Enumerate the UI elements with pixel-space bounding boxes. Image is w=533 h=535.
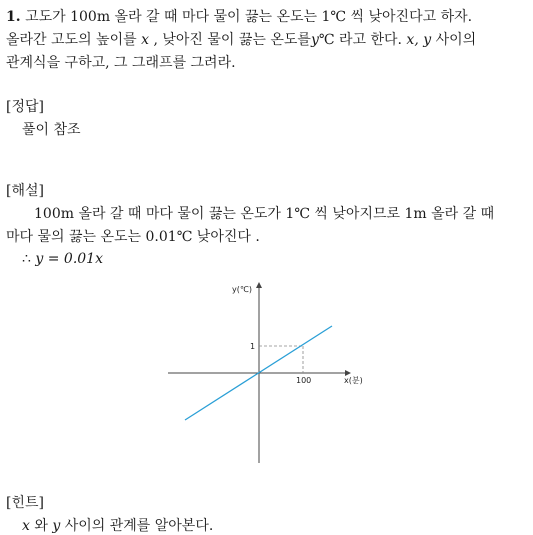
answer-header: [정답] <box>6 99 44 115</box>
y-axis-label: y(℃) <box>232 285 252 294</box>
x-tick-label: 100 <box>296 376 312 385</box>
hint-header: [힌트] <box>6 495 44 511</box>
answer-text: 풀이 참조 <box>22 122 81 138</box>
solution-formula: ∴ y = 0.01x <box>22 251 103 267</box>
problem-text-1: 고도가 100m 올라 갈 때 마다 물이 끓는 온도는 1℃ 씩 낮아진다고 하자. <box>25 9 473 25</box>
hint-text: x 와 y 사이의 관계를 알아본다. <box>22 518 214 534</box>
solution-line-2: 마다 물의 끓는 온도는 0.01℃ 낮아진다 . <box>6 229 260 245</box>
problem-line-3: 관계식을 구하고, 그 그래프를 그려라. <box>6 55 236 71</box>
solution-header: [해설] <box>6 183 44 199</box>
solution-line-1: 100m 올라 갈 때 마다 물이 끓는 온도가 1℃ 씩 낮아지므로 1m 올라 갈 때 <box>34 206 495 222</box>
problem-line-2: 올라간 고도의 높이를 x , 낮아진 물이 끓는 온도를y℃ 라고 한다. x, y 사이의 <box>6 32 477 48</box>
y-tick-label: 1 <box>250 342 256 351</box>
x-axis-label: x(분) <box>344 376 363 385</box>
problem-number: 1. <box>6 9 21 25</box>
